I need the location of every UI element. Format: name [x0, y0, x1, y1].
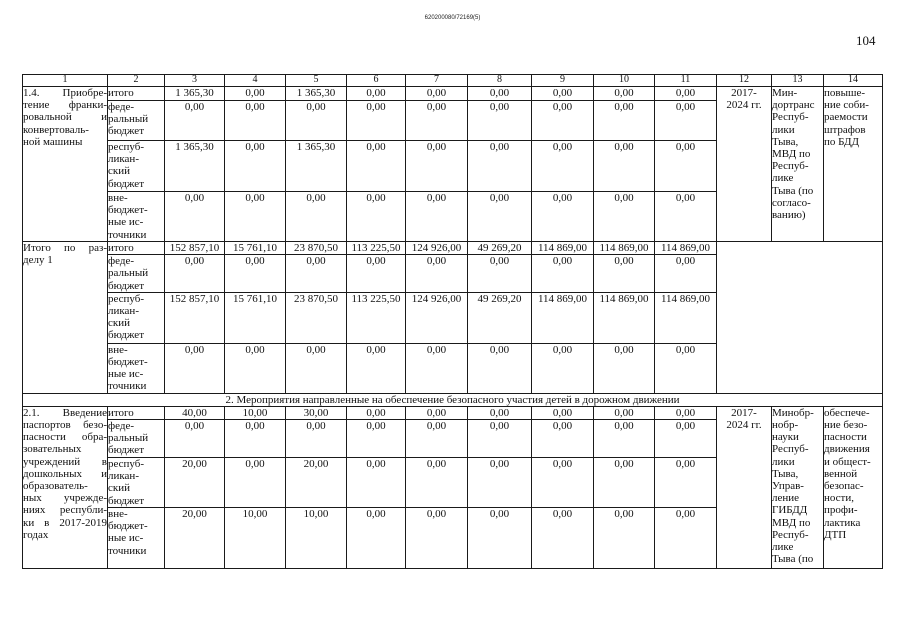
funding-source-line: точники [108, 380, 147, 393]
amount-cell: 0,00 [532, 343, 594, 393]
amount-cell: 0,00 [594, 192, 655, 242]
expected-result-line: венной [824, 467, 858, 480]
amount-cell: 0,00 [468, 343, 532, 393]
table-row [23, 406, 883, 419]
funding-source-line: ский [108, 165, 130, 178]
funding-source-line: ральный [108, 113, 149, 126]
column-number: 9 [532, 75, 594, 87]
document-registration-number: 620200080/72169(5) [424, 15, 481, 21]
executor-line: Тыва, [772, 467, 799, 480]
amount-cell: 49 269,20 [468, 292, 532, 343]
budget-table [22, 74, 883, 569]
amount-cell: 114 869,00 [655, 242, 717, 255]
column-number: 13 [772, 75, 824, 87]
measure-title-line: годах [23, 528, 49, 541]
amount-cell: 0,00 [347, 406, 406, 419]
amount-cell: 0,00 [225, 458, 286, 508]
measure-title-line: Итого по раз- [23, 242, 107, 254]
expected-result-line: раемости [824, 111, 868, 124]
column-number: 10 [594, 75, 655, 87]
measure-title-line: тение франки- [23, 99, 107, 112]
amount-cell: 1 365,30 [165, 87, 225, 101]
period-line: 2024 гг. [726, 419, 762, 432]
funding-source-cell [108, 508, 165, 569]
empty-merged-cell [717, 242, 883, 394]
amount-cell: 0,00 [468, 141, 532, 192]
amount-cell: 0,00 [594, 87, 655, 101]
measure-title-line: конвертоваль- [23, 123, 89, 136]
funding-source-line: феде- [108, 255, 135, 268]
amount-cell: 40,00 [165, 406, 225, 419]
amount-cell: 0,00 [594, 343, 655, 393]
amount-cell: 0,00 [225, 420, 286, 458]
amount-cell: 20,00 [165, 508, 225, 569]
amount-cell: 0,00 [468, 255, 532, 293]
amount-cell: 23 870,50 [286, 292, 347, 343]
expected-result-cell [824, 87, 883, 242]
funding-source-line: бюджет [108, 329, 144, 342]
expected-result-line: лактика [824, 516, 861, 529]
funding-source-line: респуб- [108, 292, 145, 305]
funding-source-cell [108, 192, 165, 242]
amount-cell: 0,00 [532, 255, 594, 293]
column-number: 4 [225, 75, 286, 87]
executor-line: согласо- [772, 196, 811, 209]
funding-source-line: ликан- [108, 305, 139, 318]
amount-cell: 0,00 [347, 101, 406, 141]
executor-line: Респуб- [772, 160, 809, 173]
column-number: 3 [165, 75, 225, 87]
period-line: 2017- [731, 87, 757, 99]
amount-cell: 0,00 [225, 343, 286, 393]
expected-result-line: пасности [824, 431, 867, 444]
amount-cell: 0,00 [655, 508, 717, 569]
expected-result-line: профи- [824, 504, 858, 517]
measure-title-cell [23, 242, 108, 394]
measure-title-line: ных учрежде- [23, 492, 107, 505]
amount-cell: 0,00 [286, 255, 347, 293]
amount-cell: 0,00 [655, 343, 717, 393]
amount-cell: 0,00 [468, 192, 532, 242]
amount-cell: 0,00 [286, 420, 347, 458]
amount-cell: 0,00 [594, 420, 655, 458]
period-cell [717, 87, 772, 242]
funding-source-line: ликан- [108, 470, 139, 483]
amount-cell: 20,00 [286, 458, 347, 508]
amount-cell: 0,00 [286, 101, 347, 141]
executor-line: науки [772, 431, 799, 444]
amount-cell: 113 225,50 [347, 292, 406, 343]
amount-cell: 0,00 [347, 141, 406, 192]
expected-result-line: ние соби- [824, 99, 869, 112]
funding-source-cell [108, 141, 165, 192]
amount-cell: 0,00 [347, 255, 406, 293]
amount-cell: 0,00 [286, 343, 347, 393]
page-number: 104 [856, 33, 876, 48]
funding-source-line: бюджет [108, 177, 144, 190]
funding-source-line: респуб- [108, 458, 145, 471]
amount-cell: 0,00 [655, 255, 717, 293]
executor-line: Респуб- [772, 528, 809, 541]
amount-cell: 114 869,00 [594, 242, 655, 255]
measure-title-line: зовательных [23, 443, 82, 456]
amount-cell: 0,00 [406, 101, 468, 141]
amount-cell: 0,00 [655, 141, 717, 192]
funding-source-line: бюджет [108, 279, 144, 292]
executor-line: лики [772, 123, 795, 136]
amount-cell: 0,00 [655, 406, 717, 419]
funding-source-line: бюджет- [108, 520, 148, 533]
funding-source-line: феде- [108, 101, 135, 113]
amount-cell: 152 857,10 [165, 292, 225, 343]
amount-cell: 0,00 [468, 508, 532, 569]
table-row [23, 242, 883, 255]
amount-cell: 0,00 [347, 508, 406, 569]
expected-result-line: движения [824, 443, 870, 456]
funding-source-line: бюджет [108, 125, 144, 138]
funding-source-line: бюджет- [108, 356, 148, 369]
amount-cell: 0,00 [406, 141, 468, 192]
amount-cell: 10,00 [286, 508, 347, 569]
amount-cell: 30,00 [286, 406, 347, 419]
amount-cell: 0,00 [594, 141, 655, 192]
amount-cell: 0,00 [406, 192, 468, 242]
expected-result-cell [824, 406, 883, 568]
amount-cell: 114 869,00 [655, 292, 717, 343]
expected-result-line: штрафов [824, 123, 866, 136]
column-number: 11 [655, 75, 717, 87]
executor-cell [772, 406, 824, 568]
amount-cell: 0,00 [165, 343, 225, 393]
executor-line: Респуб- [772, 443, 809, 456]
funding-source-line: бюджет [108, 494, 144, 507]
funding-source-line: вне- [108, 343, 128, 356]
amount-cell: 113 225,50 [347, 242, 406, 255]
column-number: 2 [108, 75, 165, 87]
executor-cell [772, 87, 824, 242]
funding-source-line: ский [108, 317, 130, 330]
amount-cell: 0,00 [225, 87, 286, 101]
section-row [23, 393, 883, 406]
executor-line: ванию) [772, 209, 806, 222]
amount-cell: 15 761,10 [225, 292, 286, 343]
funding-source-cell [108, 292, 165, 343]
funding-source-cell [108, 87, 165, 101]
amount-cell: 23 870,50 [286, 242, 347, 255]
amount-cell: 0,00 [532, 406, 594, 419]
measure-title-line: ниях республи- [23, 504, 107, 517]
amount-cell: 10,00 [225, 406, 286, 419]
amount-cell: 0,00 [468, 420, 532, 458]
executor-line: ление [772, 492, 800, 505]
column-number: 5 [286, 75, 347, 87]
measure-title-line: 2.1. Введение [23, 406, 107, 419]
amount-cell: 0,00 [532, 101, 594, 141]
executor-line: Управ- [772, 480, 804, 493]
amount-cell: 0,00 [286, 192, 347, 242]
funding-source-cell [108, 406, 165, 419]
funding-source-line: ликан- [108, 153, 139, 166]
amount-cell: 0,00 [594, 406, 655, 419]
amount-cell: 0,00 [594, 255, 655, 293]
amount-cell: 0,00 [347, 87, 406, 101]
column-number: 12 [717, 75, 772, 87]
period-cell [717, 406, 772, 568]
amount-cell: 0,00 [406, 420, 468, 458]
amount-cell: 0,00 [468, 406, 532, 419]
expected-result-line: ние безо- [824, 419, 868, 432]
funding-source-line: вне- [108, 508, 128, 521]
measure-title-line: учреждений в [23, 455, 107, 468]
amount-cell: 1 365,30 [286, 87, 347, 101]
amount-cell: 0,00 [406, 458, 468, 508]
funding-source-line: вне- [108, 192, 128, 204]
measure-title-line: 1.4. Приобре- [23, 87, 107, 99]
amount-cell: 114 869,00 [532, 292, 594, 343]
amount-cell: 10,00 [225, 508, 286, 569]
section-title: 2. Мероприятия направленные на обеспечение безопасного участия детей в дорожном движении [23, 393, 883, 406]
column-number: 7 [406, 75, 468, 87]
funding-source-cell [108, 420, 165, 458]
funding-source-line: ральный [108, 267, 149, 280]
executor-line: Тыва, [772, 135, 799, 148]
funding-source-line: ский [108, 482, 130, 495]
measure-title-line: образователь- [23, 480, 88, 493]
amount-cell: 0,00 [532, 420, 594, 458]
executor-line: ГИБДД [772, 504, 808, 517]
executor-line: дортранс [772, 99, 815, 112]
table-row [23, 87, 883, 101]
expected-result-line: и общест- [824, 455, 871, 468]
expected-result-line: повыше- [824, 87, 865, 99]
expected-result-line: ДТП [824, 528, 847, 541]
amount-cell: 0,00 [655, 87, 717, 101]
amount-cell: 1 365,30 [165, 141, 225, 192]
executor-line: лике [772, 172, 794, 185]
amount-cell: 1 365,30 [286, 141, 347, 192]
funding-source-cell [108, 343, 165, 393]
amount-cell: 0,00 [532, 458, 594, 508]
executor-line: Тыва (по [772, 184, 814, 197]
column-number-row [23, 75, 883, 87]
funding-source-line: итого [108, 406, 134, 419]
period-line: 2024 гг. [726, 99, 762, 112]
funding-source-line: точники [108, 544, 147, 557]
amount-cell: 0,00 [406, 508, 468, 569]
amount-cell: 0,00 [655, 420, 717, 458]
amount-cell: 0,00 [594, 458, 655, 508]
measure-title-line: дошкольных и [23, 467, 107, 480]
amount-cell: 0,00 [406, 406, 468, 419]
amount-cell: 0,00 [655, 101, 717, 141]
funding-source-line: респуб- [108, 141, 145, 153]
column-number: 8 [468, 75, 532, 87]
amount-cell: 124 926,00 [406, 242, 468, 255]
amount-cell: 0,00 [532, 87, 594, 101]
amount-cell: 152 857,10 [165, 242, 225, 255]
table-body [23, 87, 883, 569]
amount-cell: 0,00 [347, 458, 406, 508]
executor-line: Мин- [772, 87, 798, 99]
executor-line: МВД по [772, 148, 811, 161]
funding-source-cell [108, 458, 165, 508]
funding-source-line: итого [108, 242, 134, 254]
amount-cell: 0,00 [655, 458, 717, 508]
amount-cell: 0,00 [406, 343, 468, 393]
funding-source-line: ные ис- [108, 532, 144, 545]
amount-cell: 0,00 [347, 420, 406, 458]
executor-line: лике [772, 541, 794, 554]
amount-cell: 0,00 [468, 87, 532, 101]
measure-title-cell [23, 406, 108, 568]
expected-result-line: безопас- [824, 480, 864, 493]
funding-source-line: ные ис- [108, 368, 144, 381]
measure-title-line: пасности обра- [23, 431, 107, 444]
amount-cell: 0,00 [347, 192, 406, 242]
funding-source-line: феде- [108, 420, 135, 433]
funding-source-line: ные ис- [108, 216, 144, 229]
amount-cell: 0,00 [594, 101, 655, 141]
amount-cell: 0,00 [225, 101, 286, 141]
amount-cell: 20,00 [165, 458, 225, 508]
expected-result-line: обеспече- [824, 406, 870, 419]
table-header [23, 75, 883, 87]
funding-source-line: ральный [108, 432, 149, 445]
amount-cell: 0,00 [225, 141, 286, 192]
column-number: 6 [347, 75, 406, 87]
amount-cell: 0,00 [347, 343, 406, 393]
amount-cell: 0,00 [532, 141, 594, 192]
executor-line: Минобр- [772, 406, 814, 419]
executor-line: Тыва (по [772, 553, 814, 566]
amount-cell: 15 761,10 [225, 242, 286, 255]
funding-source-line: точники [108, 228, 147, 241]
column-number: 1 [23, 75, 108, 87]
funding-source-cell [108, 101, 165, 141]
measure-title-cell [23, 87, 108, 242]
amount-cell: 114 869,00 [532, 242, 594, 255]
period-line: 2017- [731, 406, 757, 419]
amount-cell: 0,00 [532, 192, 594, 242]
amount-cell: 0,00 [594, 508, 655, 569]
amount-cell: 124 926,00 [406, 292, 468, 343]
amount-cell: 0,00 [225, 255, 286, 293]
measure-title-line: ной машины [23, 135, 83, 148]
measure-title-line: ки в 2017-2019 [23, 516, 107, 529]
amount-cell: 0,00 [165, 101, 225, 141]
amount-cell: 0,00 [406, 255, 468, 293]
executor-line: Респуб- [772, 111, 809, 124]
measure-title-line: делу 1 [23, 254, 53, 267]
amount-cell: 0,00 [468, 458, 532, 508]
measure-title-line: ровальной и [23, 111, 107, 124]
measure-title-line: паспортов безо- [23, 419, 107, 432]
funding-source-cell [108, 242, 165, 255]
amount-cell: 0,00 [165, 192, 225, 242]
expected-result-line: по БДД [824, 135, 860, 148]
funding-source-line: бюджет- [108, 204, 148, 217]
amount-cell: 0,00 [225, 192, 286, 242]
amount-cell: 114 869,00 [594, 292, 655, 343]
funding-source-cell [108, 255, 165, 293]
expected-result-line: ности, [824, 492, 854, 505]
funding-source-line: итого [108, 87, 134, 99]
amount-cell: 0,00 [165, 255, 225, 293]
amount-cell: 0,00 [468, 101, 532, 141]
column-number: 14 [824, 75, 883, 87]
amount-cell: 0,00 [165, 420, 225, 458]
amount-cell: 49 269,20 [468, 242, 532, 255]
funding-source-line: бюджет [108, 444, 144, 457]
amount-cell: 0,00 [655, 192, 717, 242]
executor-line: нобр- [772, 419, 799, 432]
amount-cell: 0,00 [406, 87, 468, 101]
executor-line: МВД по [772, 516, 811, 529]
amount-cell: 0,00 [532, 508, 594, 569]
executor-line: лики [772, 455, 795, 468]
